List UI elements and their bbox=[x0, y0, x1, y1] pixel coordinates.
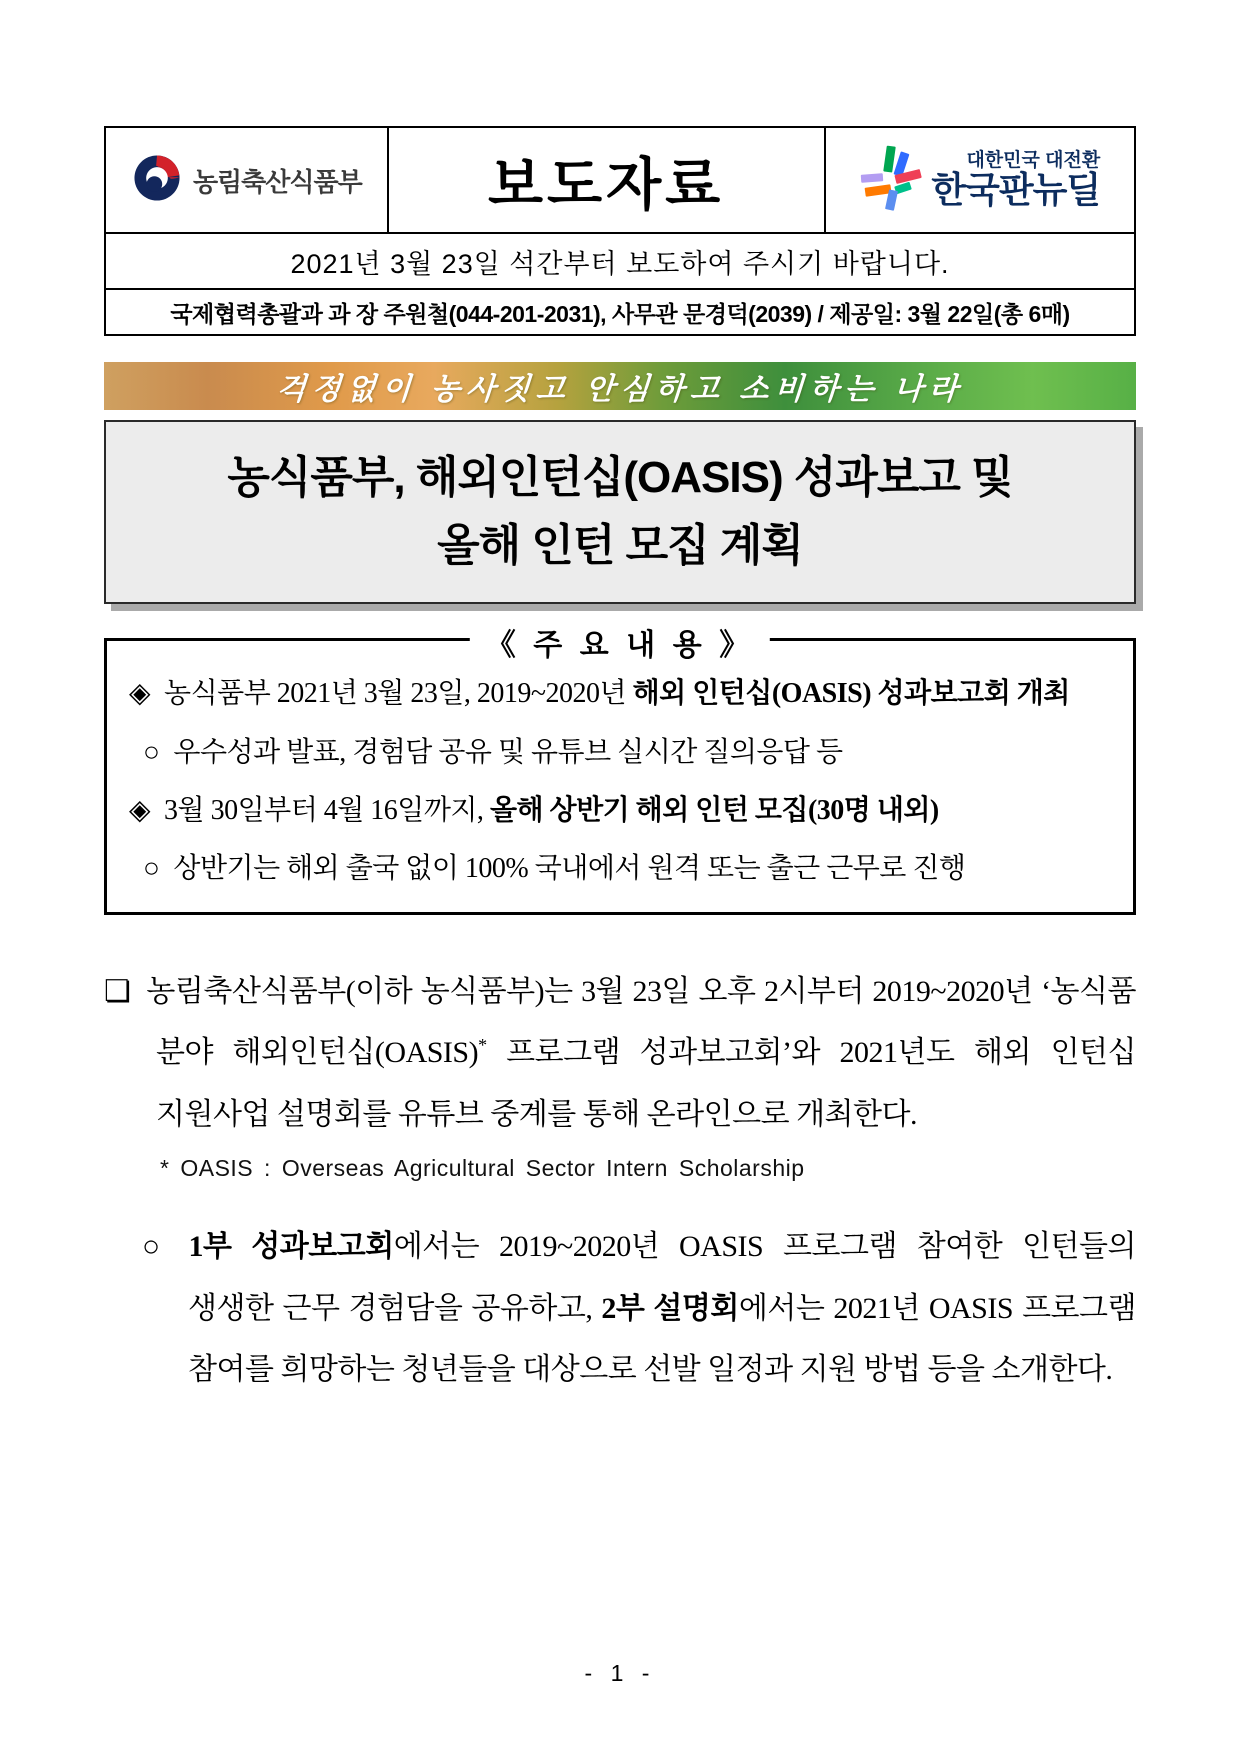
doc-type-title: 보도자료 bbox=[488, 153, 725, 217]
header bbox=[104, 126, 1136, 336]
ministry-logo-cell bbox=[106, 128, 389, 232]
headline-line1: 농식품부, 해외인턴십(OASIS) 성과보고 및 bbox=[227, 453, 1013, 502]
circle-bullet-icon: ○ bbox=[143, 736, 160, 768]
diamond-bullet-icon: ◈ bbox=[129, 678, 151, 710]
body-paragraph-2 bbox=[142, 1216, 1136, 1401]
summary-item-text: 우수성과 발표, 경험담 공유 및 유튜브 실시간 질의응답 등 bbox=[173, 736, 843, 768]
circle-bullet-icon: ○ bbox=[143, 853, 160, 885]
newdeal-tagline: 대한민국 대전환 bbox=[966, 150, 1101, 172]
paragraph-text: 에서는 2021년 OASIS 프로그램 참여를 희망하는 청년들을 대상으로 선발 일정과 지원 방법 등을 소개한다. bbox=[188, 1291, 1136, 1387]
headline-box bbox=[104, 420, 1136, 604]
newdeal-wordmark bbox=[931, 151, 1100, 209]
circle-bullet-icon: ○ bbox=[142, 1230, 173, 1264]
slogan-text: 걱정없이 농사짓고 안심하고 소비하는 나라 bbox=[275, 373, 965, 406]
summary-subitem bbox=[129, 730, 1111, 775]
paragraph-text: 농림축산식품부(이하 농식품부)는 3월 23일 오후 2시부터 2019~2020년 ‘농식품 분야 해외인턴십(OASIS) bbox=[146, 974, 1136, 1070]
paragraph-bold: 1부 성과보고회 bbox=[188, 1230, 394, 1264]
newdeal-asterisk-icon bbox=[859, 144, 923, 217]
diamond-bullet-icon: ◈ bbox=[129, 795, 151, 827]
summary-item-text: 상반기는 해외 출국 없이 100% 국내에서 원격 또는 출근 근무로 진행 bbox=[173, 853, 966, 885]
summary-item bbox=[129, 788, 1111, 833]
footnote-oasis: * OASIS : Overseas Agricultural Sector Intern Scholarship bbox=[160, 1155, 805, 1182]
summary-subitem bbox=[129, 846, 1111, 891]
summary-item-bold: 해외 인턴십(OASIS) 성과보고회 개최 bbox=[632, 678, 1070, 710]
summary-item-text: 농식품부 2021년 3월 23일, 2019~2020년 bbox=[164, 678, 633, 710]
square-bullet-icon: ❏ bbox=[104, 974, 131, 1008]
summary-item bbox=[129, 671, 1111, 716]
body-paragraph-1 bbox=[104, 961, 1136, 1146]
paragraph-text: 프로그램 성과보고회’와 2021년도 해외 인턴십 지원사업 설명회를 유튜브 중계를 통해 온라인으로 개최한다. bbox=[156, 1036, 1137, 1131]
slogan-banner bbox=[104, 362, 1136, 410]
contact-line: 국제협력총괄과 과 장 주원철(044-201-2031), 사무관 문경덕(2039) / 제공일: 3월 22일(총 6매) bbox=[106, 288, 1134, 334]
paragraph-text: 에서는 2019~2020년 OASIS 프로그램 참여한 인턴들의 생생한 근무 경험담을 공유하고, bbox=[188, 1230, 1136, 1325]
embargo-notice: 2021년 3월 23일 석간부터 보도하여 주시기 바랍니다. bbox=[106, 232, 1134, 288]
summary-item-text: 3월 30일부터 4월 16일까지, bbox=[164, 795, 490, 827]
newdeal-logo-cell bbox=[826, 128, 1134, 232]
page-number: - 1 - bbox=[584, 1660, 656, 1686]
summary-item-bold: 올해 상반기 해외 인턴 모집(30명 내외) bbox=[489, 795, 939, 827]
summary-box bbox=[104, 629, 1136, 914]
newdeal-name: 한국판뉴딜 bbox=[931, 169, 1101, 211]
footnote-asterisk: * bbox=[478, 1035, 487, 1056]
ministry-taegeuk-icon bbox=[131, 152, 183, 209]
paragraph-bold: 2부 설명회 bbox=[601, 1291, 739, 1325]
ministry-name: 농림축산식품부 bbox=[192, 166, 362, 197]
headline-line2: 올해 인턴 모집 계획 bbox=[437, 521, 803, 571]
summary-heading: 《 주 요 내 용 》 bbox=[470, 620, 770, 664]
header-row-main bbox=[106, 128, 1134, 232]
doc-type-cell bbox=[389, 128, 826, 232]
